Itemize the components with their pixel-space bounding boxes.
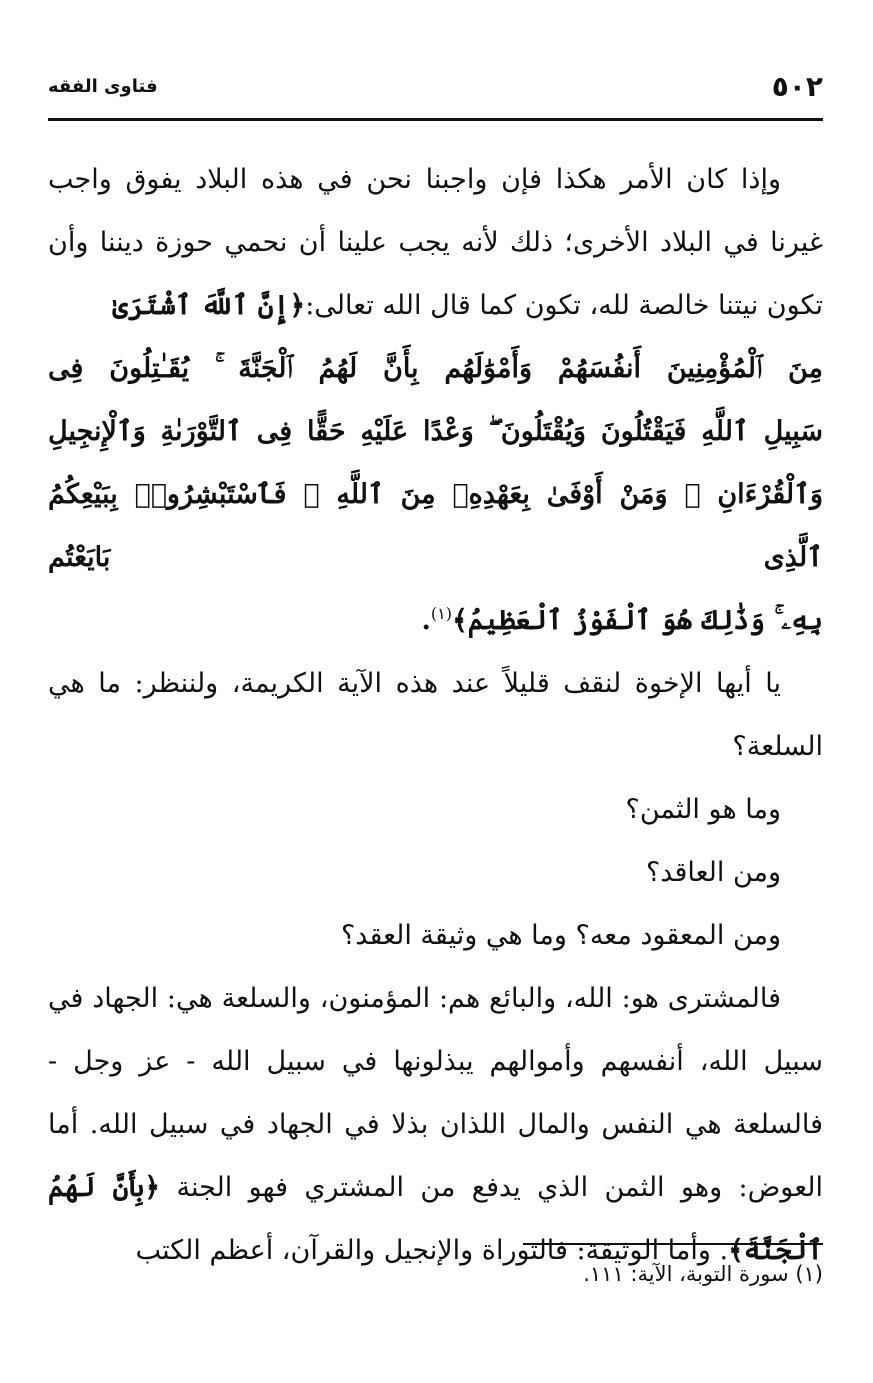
quran-verse-end: بِهِۦ ۚ وَذَٰلِكَ هُوَ ٱلْفَوْزُ ٱلْعَظِيمُ﴾ <box>451 605 823 636</box>
quran-verse-start: ﴿إِنَّ ٱللَّهَ ٱشْتَرَىٰ <box>112 290 306 321</box>
page-header <box>48 70 823 110</box>
answer-text-continued: . وأما الوثيقة: فالتوراة والإنجيل والقرآن، أعظم الكتب <box>135 1235 729 1266</box>
header-rule <box>48 118 823 121</box>
question-contracted-party: ومن المعقود معه؟ وما هي وثيقة العقد؟ <box>340 920 781 951</box>
footnote-rule <box>523 1243 823 1245</box>
answer-text: فالمشترى هو: الله، والبائع هم: المؤمنون، والسلعة هي: الجهاد في سبيل الله، أنفسهم وأموالهم يبذلونها في سبيل الله - عز وجل - فالسلعة هي النفس والمال اللذان بذلا في الجهاد في سبيل الله. أما العوض: وهو الثمن الذي يدفع من المشتري فهو الجنة <box>48 983 823 1203</box>
question-contractor: ومن العاقد؟ <box>645 857 781 888</box>
paragraph-intro <box>48 148 823 337</box>
footnote-reference: (١) <box>430 604 452 623</box>
intro-text: وإذا كان الأمر هكذا فإن واجبنا نحن في هذه البلاد يفوق واجب غيرنا في البلاد الأخرى؛ ذلك لأنه يجب علينا أن نحمي حوزة ديننا وأن تكون نيتنا خالصة لله، تكون كما قال الله تعالى: <box>48 164 823 321</box>
paragraph-answer <box>48 967 823 1282</box>
page-number: ٥٠٢ <box>771 70 823 103</box>
verse-period: . <box>421 605 431 636</box>
question-price: وما هو الثمن؟ <box>625 794 781 825</box>
footnote: (١) سورة التوبة، الآية: ١١١. <box>583 1262 823 1286</box>
running-title: فتاوى الفقه <box>48 76 158 97</box>
quran-quote-inline: ﴿بِأَنَّ لَهُمُ ٱلْجَنَّةَ﴾ <box>48 1172 823 1266</box>
quran-verse-line: سَبِيلِ ٱللَّهِ فَيَقْتُلُونَ وَيُقْتَلُونَ ۖ وَعْدًا عَلَيْهِ حَقًّا فِى ٱلتَّوْرَىٰةِ وَٱلْإِنجِيلِ <box>48 416 823 447</box>
quran-verse-line: وَٱلْقُرْءَانِ ۚ وَمَنْ أَوْفَىٰ بِعَهْدِهِۦ مِنَ ٱللَّهِ ۚ فَٱسْتَبْشِرُوا۟ بِبَيْعِكُمُ ٱلَّذِى بَايَعْتُم <box>48 479 823 573</box>
quran-verse-line: مِنَ ٱلْمُؤْمِنِينَ أَنفُسَهُمْ وَأَمْوَٰلَهُم بِأَنَّ لَهُمُ ٱلْجَنَّةَ ۚ يُقَـٰتِلُونَ فِى <box>48 353 823 384</box>
main-text <box>48 148 823 1282</box>
paragraph-question-intro: يا أيها الإخوة لنقف قليلاً عند هذه الآية الكريمة، ولننظر: ما هي السلعة؟ <box>48 668 823 762</box>
quran-verse-last-line <box>48 589 823 652</box>
